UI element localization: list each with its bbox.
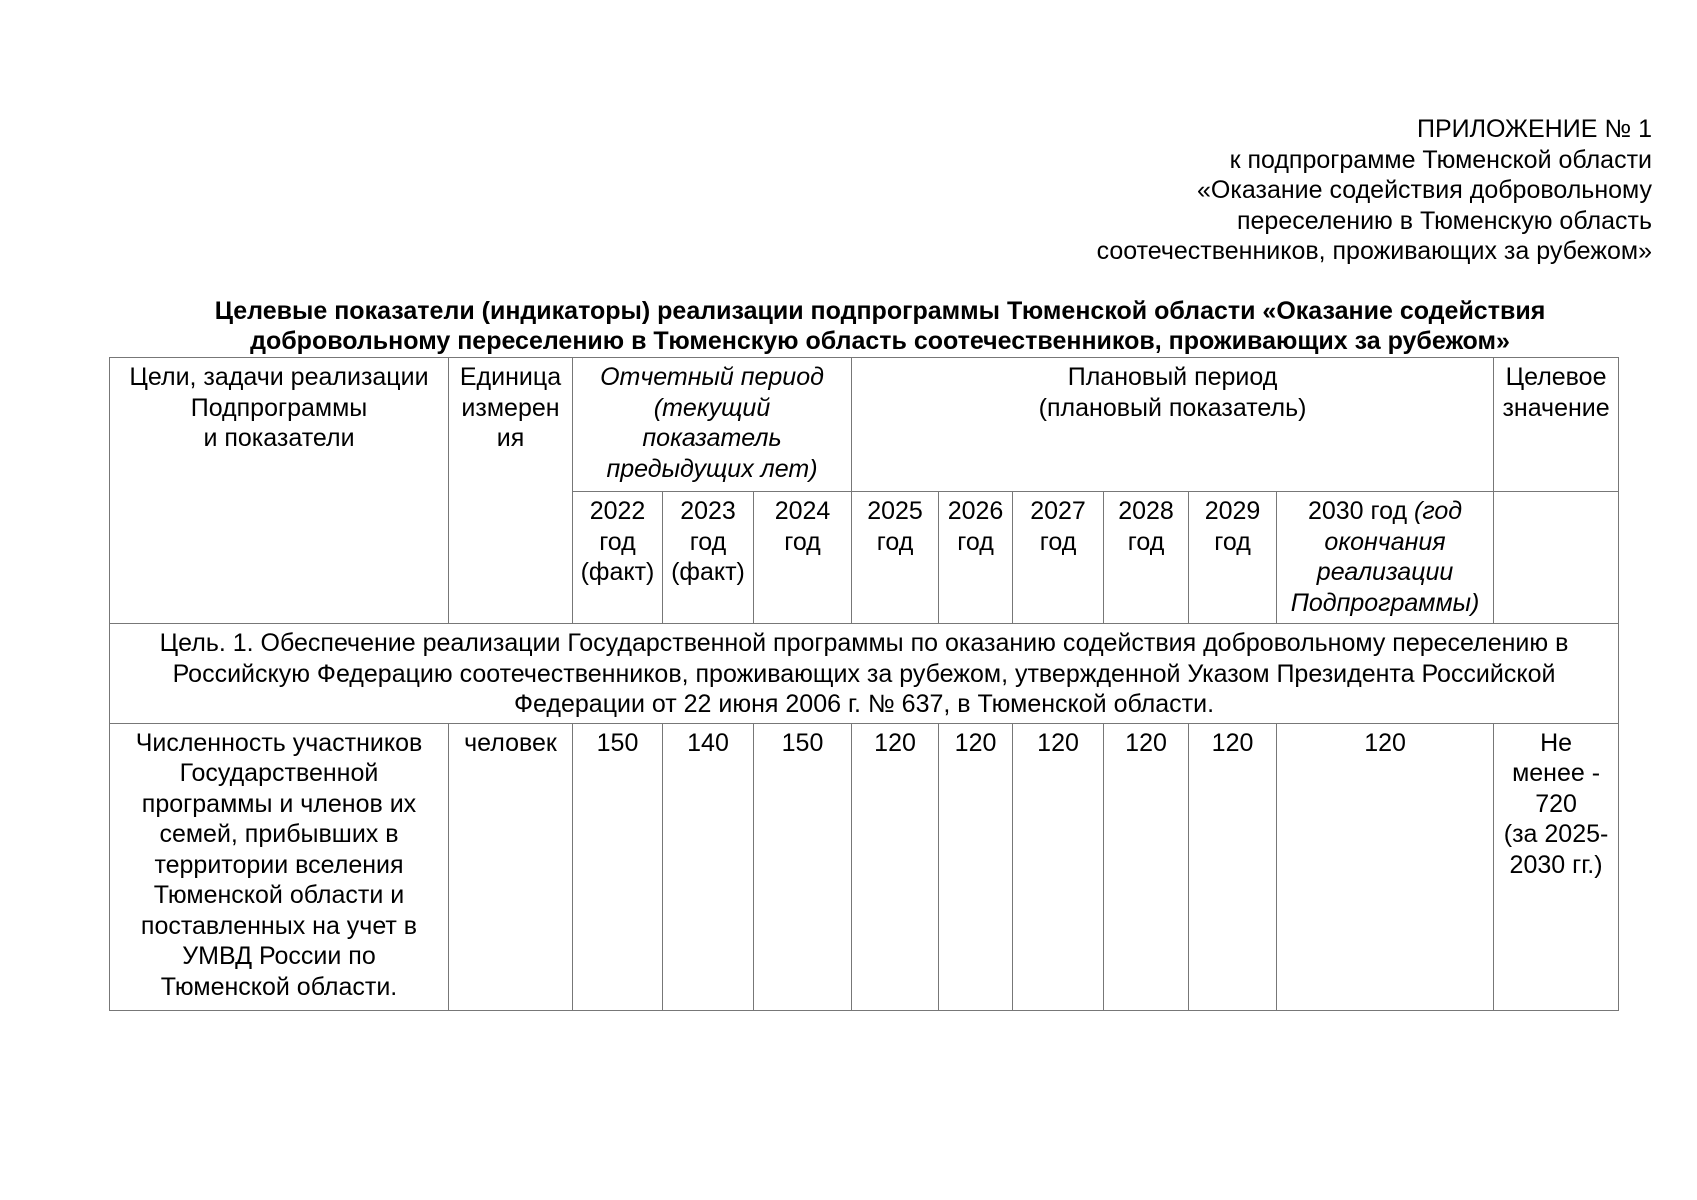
value-2022: 150 [573,723,663,1010]
table-row [110,723,1619,1010]
year-2022: 2022 год (факт) [573,492,663,624]
target-value: Не менее - 720 (за 2025- 2030 гг.) [1494,723,1619,1010]
value-2027: 120 [1013,723,1104,1010]
value-2026: 120 [939,723,1013,1010]
target-empty-cell [1494,492,1619,624]
document-title [110,296,1650,356]
year-2027: 2027 год [1013,492,1104,624]
header-goals: Цели, задачи реализации Подпрограммы и показатели [110,358,449,624]
value-2025: 120 [852,723,939,1010]
indicators-table [109,357,1619,1011]
appendix-line: соотечественников, проживающих за рубежом» [1096,237,1652,265]
header-reporting-period: Отчетный период (текущий показатель предыдущих лет) [573,358,852,492]
header-planned-period: Плановый период (плановый показатель) [852,358,1494,492]
value-2029: 120 [1189,723,1277,1010]
title-line: Целевые показатели (индикаторы) реализации подпрограммы Тюменской области «Оказание содействия [214,297,1546,325]
year-2029: 2029 год [1189,492,1277,624]
year-2023: 2023 год (факт) [663,492,754,624]
header-unit: Единица измерен ия [449,358,573,624]
appendix-header [1097,114,1652,267]
goal-text: Цель. 1. Обеспечение реализации Государственной программы по оказанию содействия добровольному переселению в Российскую Федерацию соотечественников, проживающих за рубежом, утвержденной Указом Президента Российской Федерации от 22 июня 2006 г. № 637, в Тюменской области. [110,624,1619,724]
unit-cell: человек [449,723,573,1010]
appendix-line: к подпрограмме Тюменской области [1229,145,1652,174]
title-line: добровольному переселению в Тюменскую область соотечественников, проживающих за рубежом» [250,327,1510,355]
appendix-line: переселению в Тюменскую область [1236,206,1652,235]
value-2030: 120 [1277,723,1494,1010]
value-2028: 120 [1104,723,1189,1010]
value-2023: 140 [663,723,754,1010]
goal-row [110,624,1619,724]
year-2024: 2024 год [754,492,852,624]
table-header-row [110,358,1619,492]
appendix-line: «Оказание содействия добровольному [1197,176,1652,204]
year-2028: 2028 год [1104,492,1189,624]
year-2026: 2026 год [939,492,1013,624]
appendix-line: ПРИЛОЖЕНИЕ № 1 [1417,115,1652,143]
year-2030: 2030 год (год окончания реализации Подпрограммы) [1277,492,1494,624]
indicator-name: Численность участников Государственной программы и членов их семей, прибывших в территории вселения Тюменской области и поставленных на учет в УМВД России по Тюменской области. [110,723,449,1010]
year-2025: 2025 год [852,492,939,624]
header-target: Целевое значение [1494,358,1619,492]
value-2024: 150 [754,723,852,1010]
